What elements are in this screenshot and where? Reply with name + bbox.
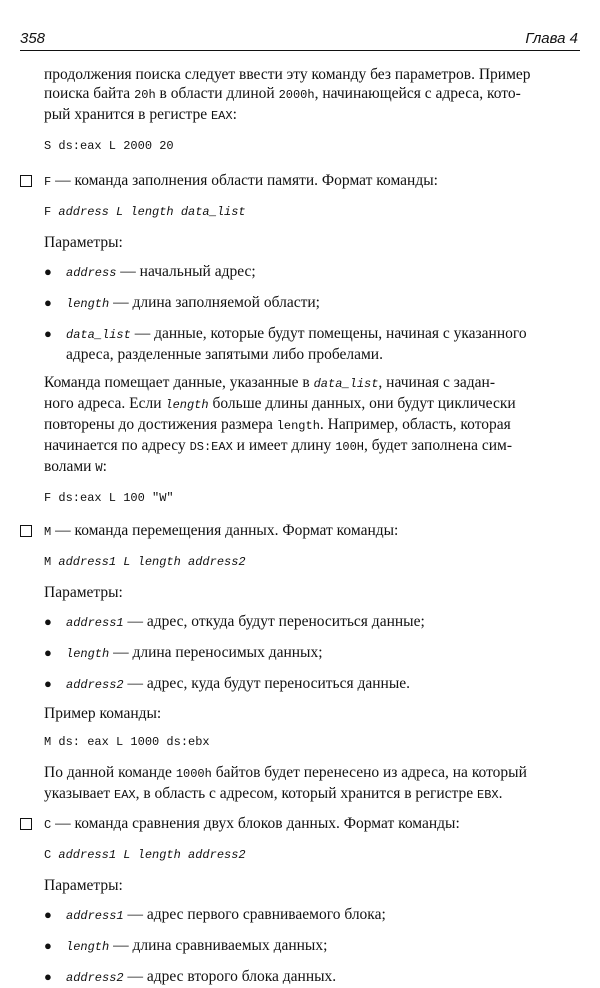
command-f-example-code: F ds:eax L 100 "W"	[44, 491, 174, 505]
command-m-format: M address1 L length address2	[44, 555, 246, 569]
list-item: ● address2 — адрес, куда будут переноситься данные.	[44, 675, 411, 692]
list-item: ● address2 — адрес второго блока данных.	[44, 968, 337, 985]
command-m-example-code: M ds: eax L 1000 ds:ebx	[44, 735, 210, 749]
checkbox-bullet-icon	[20, 525, 32, 537]
params-label: Параметры:	[44, 584, 123, 601]
list-item: ● data_list — данные, которые будут помещены, начиная с указанного адреса, разделенные запятыми либо пробелами.	[44, 325, 527, 363]
example-label: Пример команды:	[44, 705, 162, 722]
page-body	[20, 62, 576, 988]
list-item: ● length — длина заполняемой области;	[44, 294, 320, 311]
intro-example-code: S ds:eax L 2000 20	[44, 139, 174, 153]
intro-paragraph: продолжения поиска следует ввести эту команду без параметров. Пример поиска байта 20h в области длиной 2000h, начинающейся с адреса, кото- рый хранится в регистре EAX:	[44, 66, 531, 123]
chapter-title: Глава 4	[525, 30, 578, 47]
list-item: ● address — начальный адрес;	[44, 263, 256, 280]
list-item: ● length — длина сравниваемых данных;	[44, 937, 328, 954]
page-number: 358	[20, 30, 46, 47]
checkbox-bullet-icon	[20, 175, 32, 187]
command-f-description: Команда помещает данные, указанные в data_list, начиная с задан- ного адреса. Если length больше длины данных, они будут циклически повторены до достижения размера length. Например, область, которая начинается по адресу DS:EAX и имеет длину 100H, будет заполнена сим- волами W:	[44, 374, 516, 475]
command-c-format: C address1 L length address2	[44, 848, 246, 862]
command-m-section: M — команда перемещения данных. Формат команды: M address1 L length address2 Параметры:	[20, 521, 576, 602]
command-f-format: F address L length data_list	[44, 205, 246, 219]
list-item: ● address1 — адрес первого сравниваемого блока;	[44, 906, 386, 923]
list-item: ● address1 — адрес, откуда будут переноситься данные;	[44, 613, 425, 630]
command-m-explanation: По данной команде 1000h байтов будет перенесено из адреса, на который указывает EAX, в область с адресом, который хранится в регистре EBX.	[44, 764, 527, 802]
checkbox-bullet-icon	[20, 818, 32, 830]
params-label: Параметры:	[44, 877, 123, 894]
params-label: Параметры:	[44, 234, 123, 251]
command-c-section: C — команда сравнения двух блоков данных. Формат команды: C address1 L length address2 Параметры:	[20, 814, 576, 895]
page-header	[20, 26, 580, 51]
list-item: ● length — длина переносимых данных;	[44, 644, 323, 661]
command-f-section: F — команда заполнения области памяти. Формат команды: F address L length data_list Параметры:	[20, 171, 576, 252]
